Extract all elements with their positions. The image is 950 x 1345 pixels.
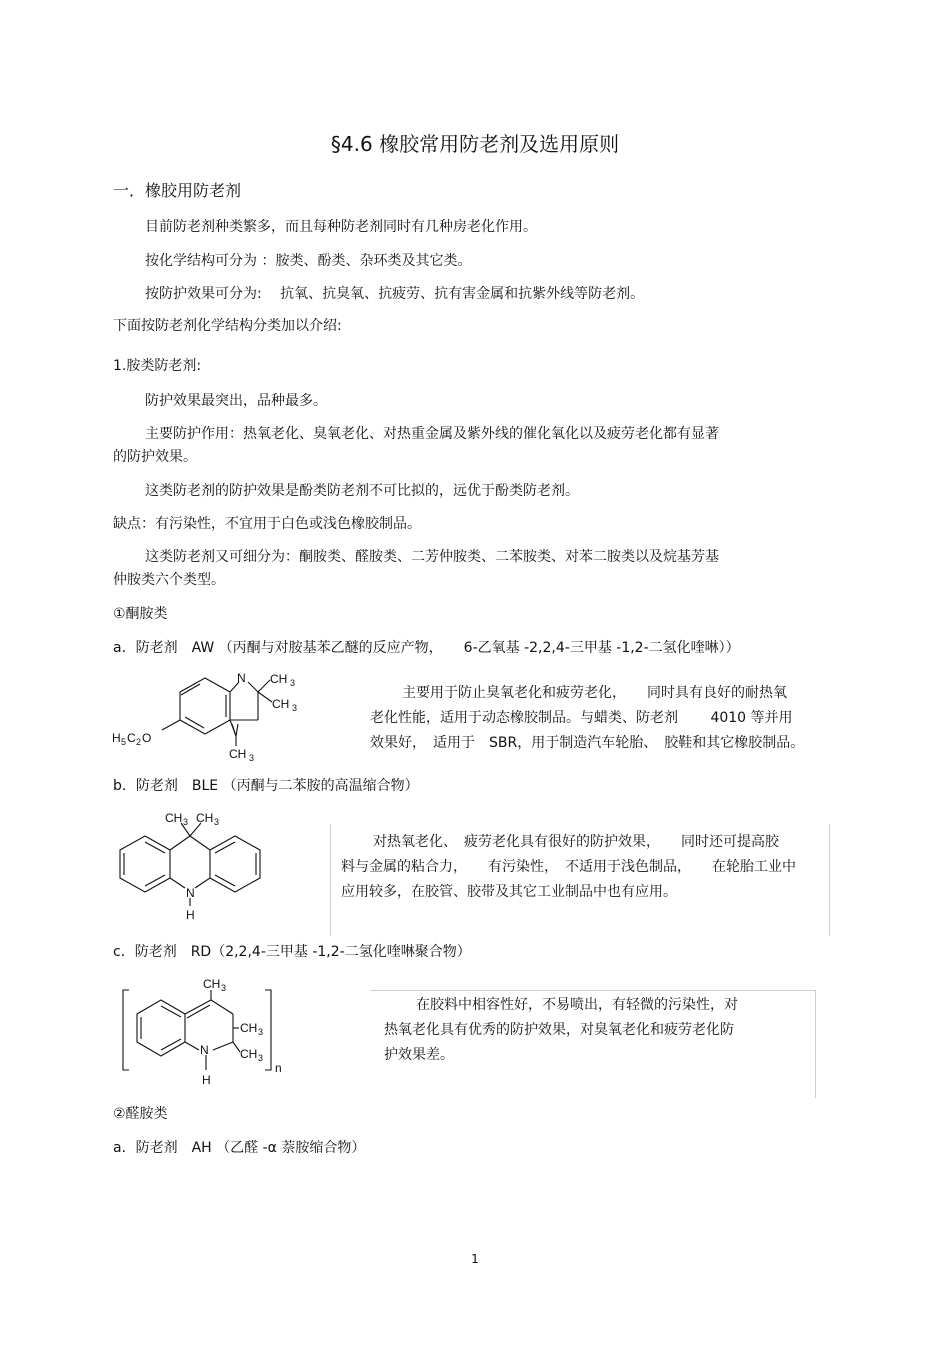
paragraph: 缺点：有污染性，不宜用于白色或浅色橡胶制品。: [113, 516, 421, 532]
item-label-ble: b．防老剂 BLE （丙酮与二苯胺的高温缩合物）: [113, 778, 419, 794]
paragraph: 主要防护作用：热氧老化、臭氧老化、对热重金属及紫外线的催化氧化以及疲劳老化都有显著: [145, 426, 719, 442]
aw-description: [370, 681, 804, 756]
atom-label: CH: [240, 1047, 258, 1061]
page-number: 1: [471, 1252, 479, 1266]
ble-description: [341, 830, 796, 905]
description-line: 主要用于防止臭氧老化和疲劳老化， 同时具有良好的耐热氧: [402, 685, 787, 701]
atom-label: 5: [121, 737, 127, 747]
category-heading: ①酮胺类: [113, 606, 168, 622]
atom-label: 2: [136, 737, 142, 747]
rd-structure-diagram: [113, 972, 293, 1092]
atom-label: CH: [229, 747, 247, 761]
atom-label: 3: [290, 678, 296, 688]
repeat-unit-label: n: [275, 1061, 282, 1075]
item-label-ah: a．防老剂 AH （乙醛 -α 萘胺缩合物）: [113, 1140, 366, 1156]
divider: [829, 824, 830, 936]
atom-label: 3: [258, 1053, 264, 1063]
item-label-aw: a．防老剂 AW （丙酮与对胺基苯乙醚的反应产物， 6-乙氧基 -2,2,4-三甲基 -1,2-二氢化喹啉））: [113, 640, 740, 656]
page-title: §4.6 橡胶常用防老剂及选用原则: [330, 132, 620, 156]
paragraph: 防护效果最突出，品种最多。: [145, 393, 327, 409]
subsection-heading: 1.胺类防老剂:: [113, 358, 202, 374]
atom-label: O: [142, 731, 152, 745]
atom-label: C: [127, 731, 136, 745]
rd-description: [384, 993, 738, 1068]
atom-label: N: [200, 1043, 209, 1057]
atom-label: CH: [196, 811, 214, 825]
description-line: 应用较多，在胶管、胶带及其它工业制品中也有应用。: [341, 884, 677, 900]
description-line: 料与金属的粘合力， 有污染性， 不适用于浅色制品， 在轮胎工业中: [341, 859, 796, 875]
description-line: 效果好， 适用于 SBR，用于制造汽车轮胎、 胶鞋和其它橡胶制品。: [370, 735, 805, 751]
divider: [815, 990, 816, 1098]
paragraph: 下面按防老剂化学结构分类加以介绍:: [113, 318, 342, 334]
atom-label: CH: [165, 811, 183, 825]
description-line: 老化性能，适用于动态橡胶制品。与蜡类、防老剂 4010 等并用: [370, 710, 793, 726]
atom-label: N: [237, 671, 246, 685]
divider: [370, 990, 816, 991]
description-line: 在胶料中相容性好，不易喷出，有轻微的污染性，对: [416, 997, 738, 1013]
atom-label: H: [202, 1073, 211, 1087]
atom-label: 3: [221, 983, 227, 993]
atom-label: 3: [214, 817, 220, 827]
atom-label: H: [186, 908, 195, 922]
atom-label: 3: [249, 753, 255, 763]
atom-label: 3: [183, 817, 189, 827]
atom-label: CH: [272, 697, 290, 711]
atom-label: N: [186, 886, 195, 900]
divider: [330, 824, 331, 936]
description-line: 护效果差。: [384, 1047, 454, 1063]
atom-label: CH: [203, 977, 221, 991]
paragraph: 的防护效果。: [113, 449, 197, 465]
atom-label: 3: [292, 703, 298, 713]
paragraph: 目前防老剂种类繁多，而且每种防老剂同时有几种房老化作用。: [145, 219, 537, 235]
section-heading: 一．橡胶用防老剂: [113, 181, 242, 200]
paragraph: 仲胺类六个类型。: [113, 572, 225, 588]
atom-label: 3: [258, 1027, 264, 1037]
item-label-rd: c．防老剂 RD（2,2,4-三甲基 -1,2-二氢化喹啉聚合物）: [113, 944, 471, 960]
ble-structure-diagram: [115, 806, 265, 926]
paragraph: 这类防老剂又可细分为：酮胺类、醛胺类、二芳仲胺类、二苯胺类、对苯二胺类以及烷基芳基: [145, 549, 719, 565]
paragraph: 这类防老剂的防护效果是酚类防老剂不可比拟的，远优于酚类防老剂。: [145, 483, 579, 499]
atom-label: CH: [240, 1021, 258, 1035]
paragraph: 按防护效果可分为: 抗氧、抗臭氧、抗疲劳、抗有害金属和抗紫外线等防老剂。: [145, 286, 645, 302]
atom-label: CH: [270, 672, 288, 686]
category-heading: ②醛胺类: [113, 1106, 168, 1122]
paragraph: 按化学结构可分为 ：胺类、酚类、杂环类及其它类。: [145, 253, 472, 269]
aw-structure-diagram: [110, 664, 310, 764]
atom-label: H: [112, 731, 121, 745]
description-line: 对热氧老化、 疲劳老化具有很好的防护效果， 同时还可提高胶: [373, 834, 779, 850]
description-line: 热氧老化具有优秀的防护效果，对臭氧老化和疲劳老化防: [384, 1022, 734, 1038]
